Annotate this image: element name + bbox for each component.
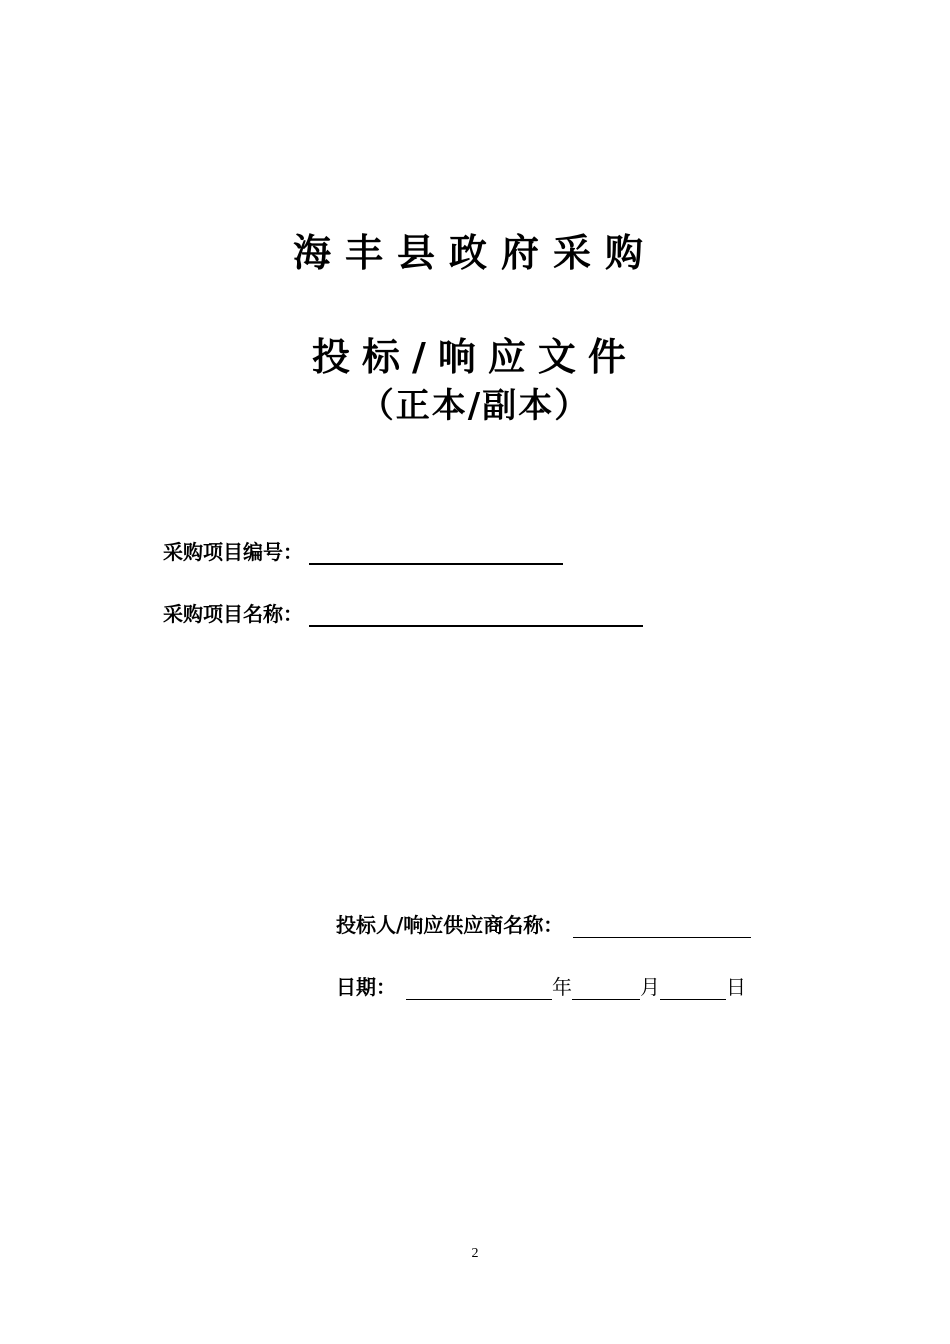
date-label: 日期： (336, 975, 396, 999)
project-name-blank[interactable] (309, 607, 643, 627)
date-year-unit: 年 (552, 975, 572, 999)
date-year-blank[interactable] (406, 981, 552, 1000)
date-day-unit: 日 (726, 975, 746, 999)
bidder-name-field (336, 909, 751, 938)
bidder-name-blank[interactable] (573, 919, 751, 938)
project-name-field (163, 598, 643, 627)
cover-title-line3: （正本/副本） (359, 386, 591, 426)
date-month-unit: 月 (640, 975, 660, 999)
date-field (336, 971, 746, 1000)
project-name-label: 采购项目名称： (163, 602, 303, 626)
project-code-blank[interactable] (309, 545, 563, 565)
date-day-blank[interactable] (660, 981, 726, 1000)
project-code-label: 采购项目编号： (163, 540, 303, 564)
project-code-field (163, 536, 563, 565)
cover-title-line1: 海丰县政府采购 (292, 230, 657, 275)
bidder-name-label: 投标人/响应供应商名称： (336, 913, 564, 937)
date-month-blank[interactable] (572, 981, 640, 1000)
cover-title-line2: 投标/响应文件 (312, 334, 638, 379)
page-number: 2 (471, 1246, 479, 1261)
